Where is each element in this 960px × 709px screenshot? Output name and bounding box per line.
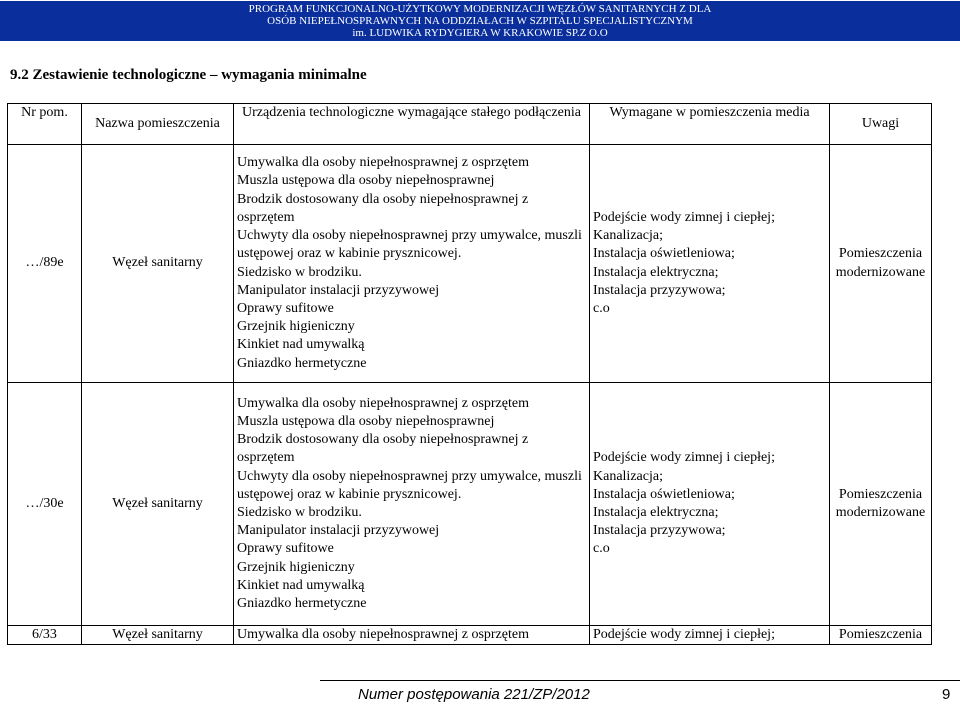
media-item: Instalacja oświetleniowa; [593,486,735,502]
table-row [8,626,932,645]
media-item: Instalacja przyzywowa; [593,282,726,298]
media-item: Instalacja oświetleniowa; [593,246,735,262]
device-item: Siedzisko w brodziku. [237,505,362,520]
media-item: Kanalizacja; [593,468,663,484]
header-line-2: OSÓB NIEPEŁNOSPRAWNYCH NA ODDZIAŁACH W SZPITALU SPECJALISTYCZNYM [267,15,693,27]
col-header-devices: Urządzenia technologiczne wymagające stałego podłączenia [234,104,590,145]
header-line-3: im. LUDWIKA RYDYGIERA W KRAKOWIE SP.Z O.O [352,27,608,39]
device-item: Manipulator instalacji przyzywowej [237,523,440,539]
page-number: 9 [942,686,951,703]
device-item: Gniazdko hermetyczne [237,596,367,612]
room-number-cell: 6/33 [8,626,82,645]
table-header-row [8,104,932,145]
footer-divider [320,680,960,681]
device-item: Gniazdko hermetyczne [237,355,367,371]
device-item: Brodzik dostosowany dla osoby niepełnosprawnej z osprzętem [237,191,529,225]
media-item: Instalacja elektryczna; [593,264,719,280]
notes-cell: Pomieszczenia modernizowane [830,145,932,383]
media-item: Instalacja elektryczna; [593,505,719,520]
devices-cell: Umywalka dla osoby niepełnosprawnej z osprzętem [234,626,590,645]
device-item: Muszla ustępowa dla osoby niepełnosprawnej [237,413,495,429]
media-cell [590,145,830,383]
device-item: Kinkiet nad umywalką [237,337,365,353]
notes-cell: Pomieszczenia modernizowane [830,383,932,626]
room-name-cell: Węzeł sanitarny [82,383,234,626]
table-row [8,383,932,626]
media-item: c.o [593,541,610,557]
device-item: Muszla ustępowa dla osoby niepełnosprawnej [237,173,495,189]
device-item: Umywalka dla osoby niepełnosprawnej z osprzętem [237,395,529,411]
footer-reference-number: Numer postępowania 221/ZP/2012 [358,686,590,703]
media-item: Podejście wody zimnej i ciepłej; [593,450,775,466]
device-item: Kinkiet nad umywalką [237,577,365,593]
col-header-notes: Uwagi [830,104,932,145]
device-item: Uchwyty dla osoby niepełnosprawnej przy umywalce, muszli ustępowej oraz w kabinie prysznicowej. [237,468,582,502]
devices-cell [234,383,590,626]
table-row [8,145,932,383]
document-header [0,1,960,41]
media-item: Podejście wody zimnej i ciepłej; [593,209,775,225]
device-item: Oprawy sufitowe [237,541,334,557]
room-name-cell: Węzeł sanitarny [82,626,234,645]
media-item: Instalacja przyzywowa; [593,523,726,539]
notes-cell: Pomieszczenia [830,626,932,645]
device-item: Brodzik dostosowany dla osoby niepełnosprawnej z osprzętem [237,432,529,466]
room-number-cell: …/89e [8,145,82,383]
device-item: Uchwyty dla osoby niepełnosprawnej przy umywalce, muszli ustępowej oraz w kabinie prysznicowej. [237,228,582,262]
device-item: Oprawy sufitowe [237,300,334,316]
room-number-cell: …/30e [8,383,82,626]
device-item: Grzejnik higieniczny [237,319,355,335]
section-title: 9.2 Zestawienie technologiczne – wymagania minimalne [10,67,367,83]
col-header-media: Wymagane w pomieszczenia media [590,104,830,145]
media-item: Kanalizacja; [593,228,663,244]
device-item: Siedzisko w brodziku. [237,264,362,280]
technology-table [7,103,932,645]
media-cell: Podejście wody zimnej i ciepłej; [590,626,830,645]
media-item: c.o [593,300,610,316]
device-item: Grzejnik higieniczny [237,559,355,575]
media-cell [590,383,830,626]
col-header-name: Nazwa pomieszczenia [82,104,234,145]
room-name-cell: Węzeł sanitarny [82,145,234,383]
device-item: Umywalka dla osoby niepełnosprawnej z osprzętem [237,155,529,171]
device-item: Manipulator instalacji przyzywowej [237,282,440,298]
header-line-1: PROGRAM FUNKCJONALNO-UŻYTKOWY MODERNIZACJI WĘZŁÓW SANITARNYCH Z DLA [248,3,712,15]
col-header-nr: Nr pom. [8,104,82,145]
devices-cell [234,145,590,383]
